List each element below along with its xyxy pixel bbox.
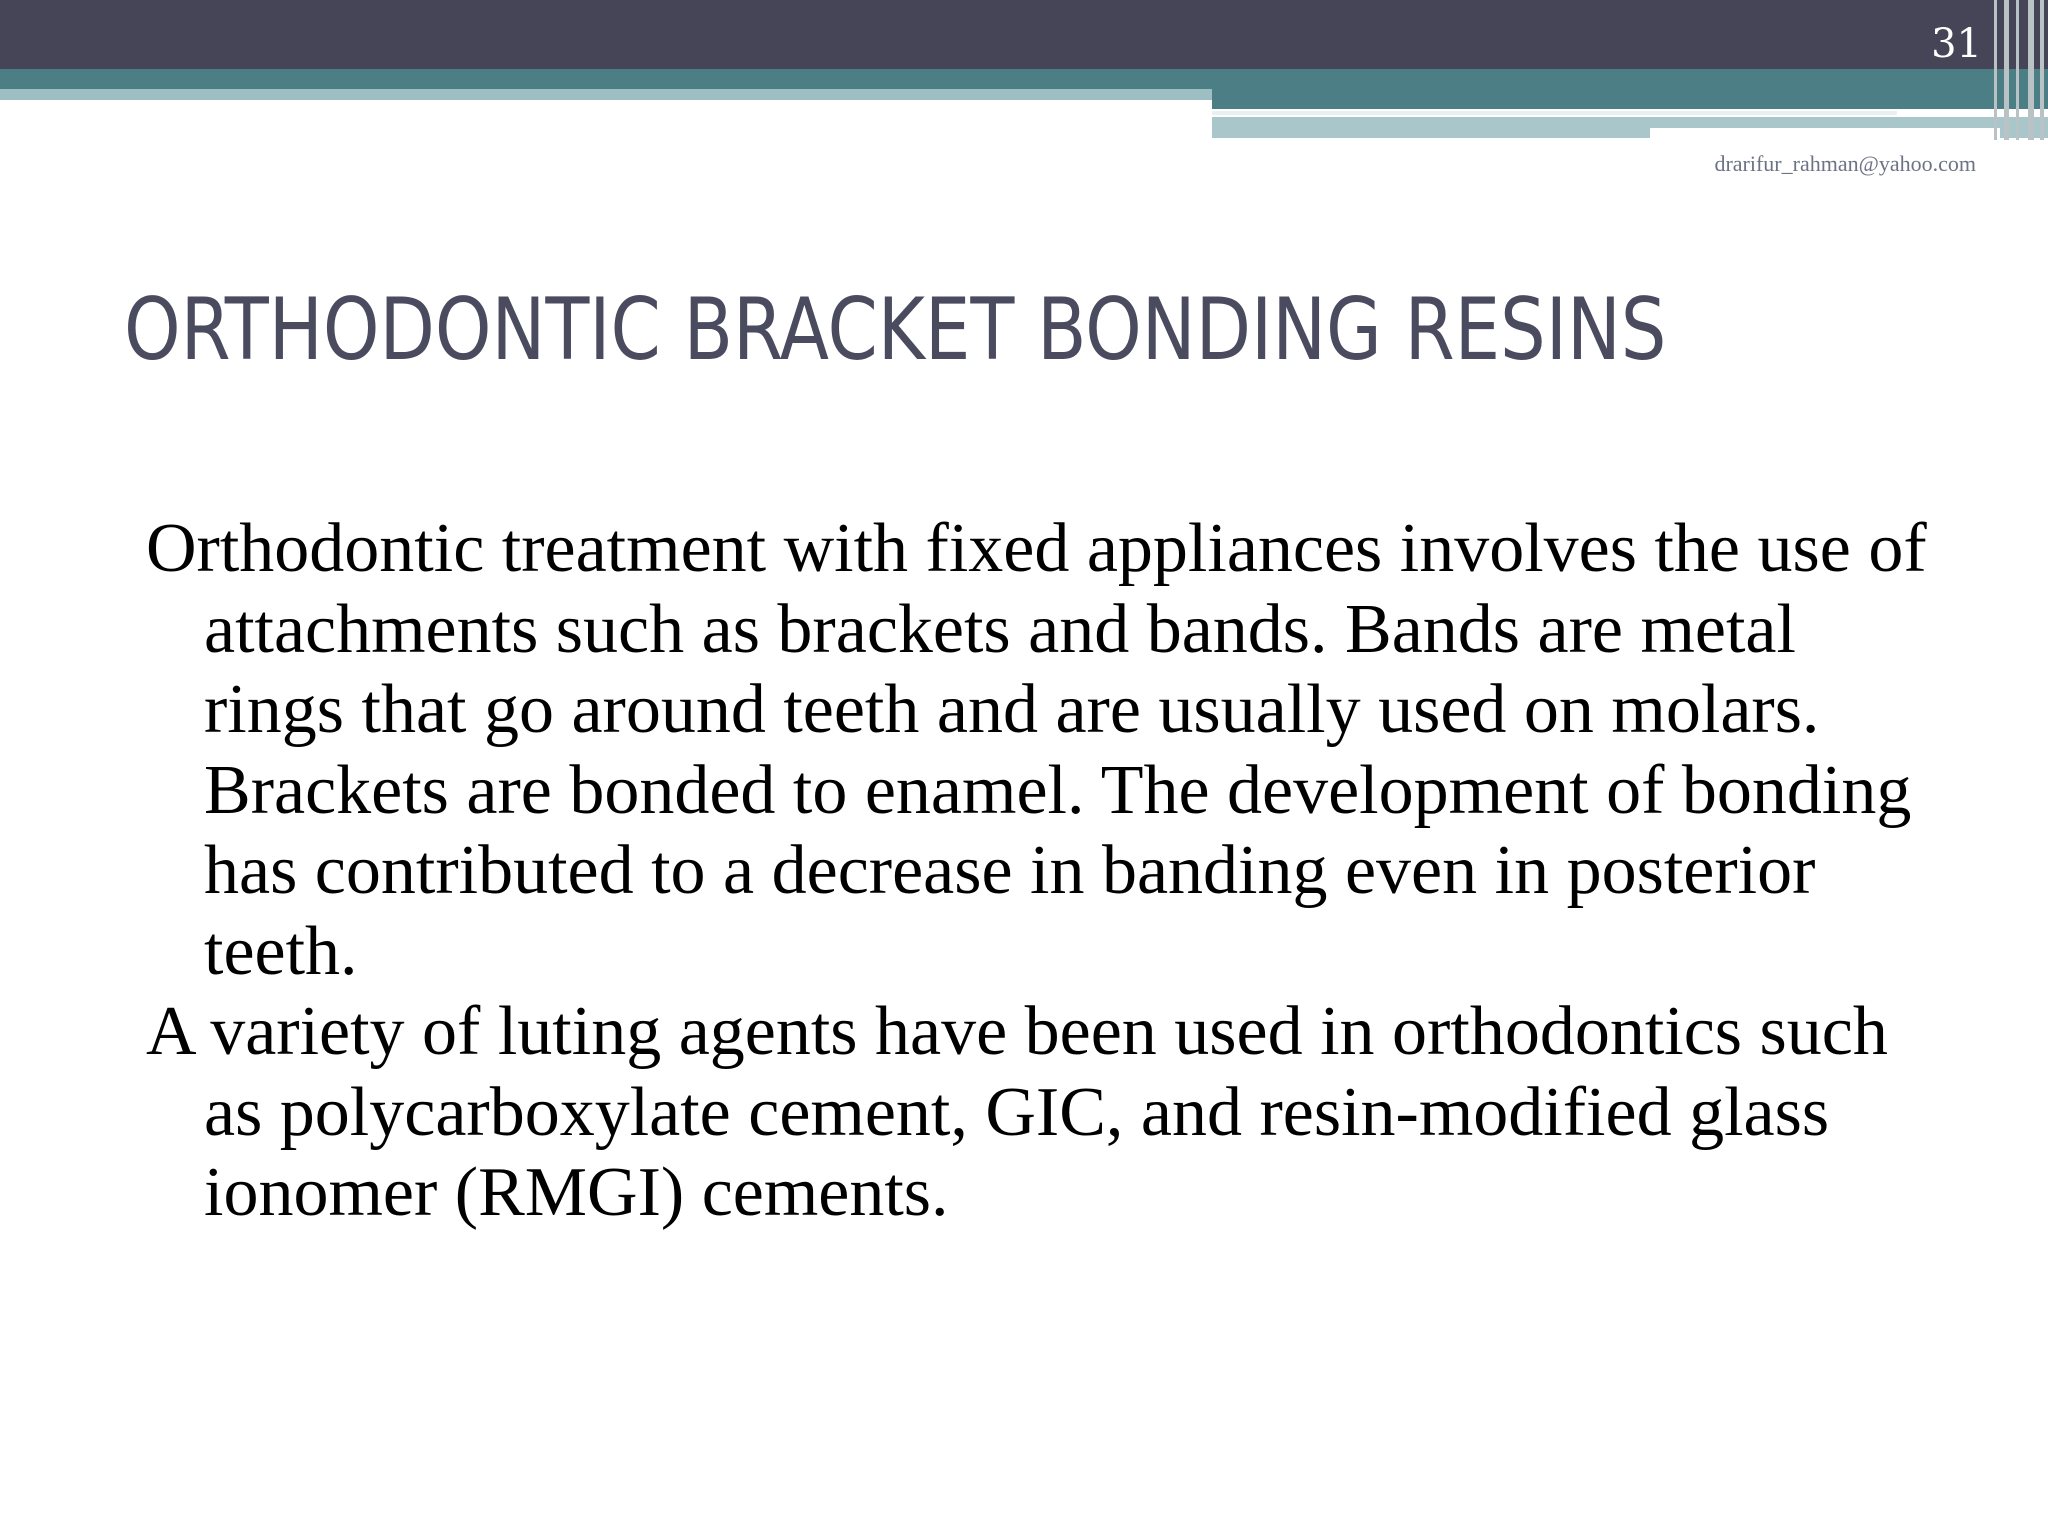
header-teal-band-right [1212, 89, 2048, 109]
header-light-band-left [0, 89, 1212, 100]
page-number: 31 [1931, 21, 1982, 67]
header-dark-band [0, 0, 2048, 69]
slide-body [146, 509, 1946, 1234]
body-paragraph: Orthodontic treatment with fixed appliances involves the use of attachments such as brackets and bands. Bands are metal rings that go around teeth and are usually used on molars. Brackets are bonded to enamel. The development of bonding has contributed to a decrease in banding even in posterior teeth. [146, 510, 1927, 990]
header-white-box [1650, 128, 2000, 142]
body-paragraph: A variety of luting agents have been used in orthodontics such as polycarboxylate cement, GIC, and resin-modified glass ionomer (RMGI) cements. [146, 993, 1888, 1231]
header-teal-band [0, 69, 2048, 89]
header-vertical-lines [1988, 0, 2048, 140]
slide-title: ORTHODONTIC BRACKET BONDING RESINS [124, 280, 1667, 380]
header-thin-line [1212, 111, 1897, 115]
author-email: drarifur_rahman@yahoo.com [1714, 151, 1976, 176]
